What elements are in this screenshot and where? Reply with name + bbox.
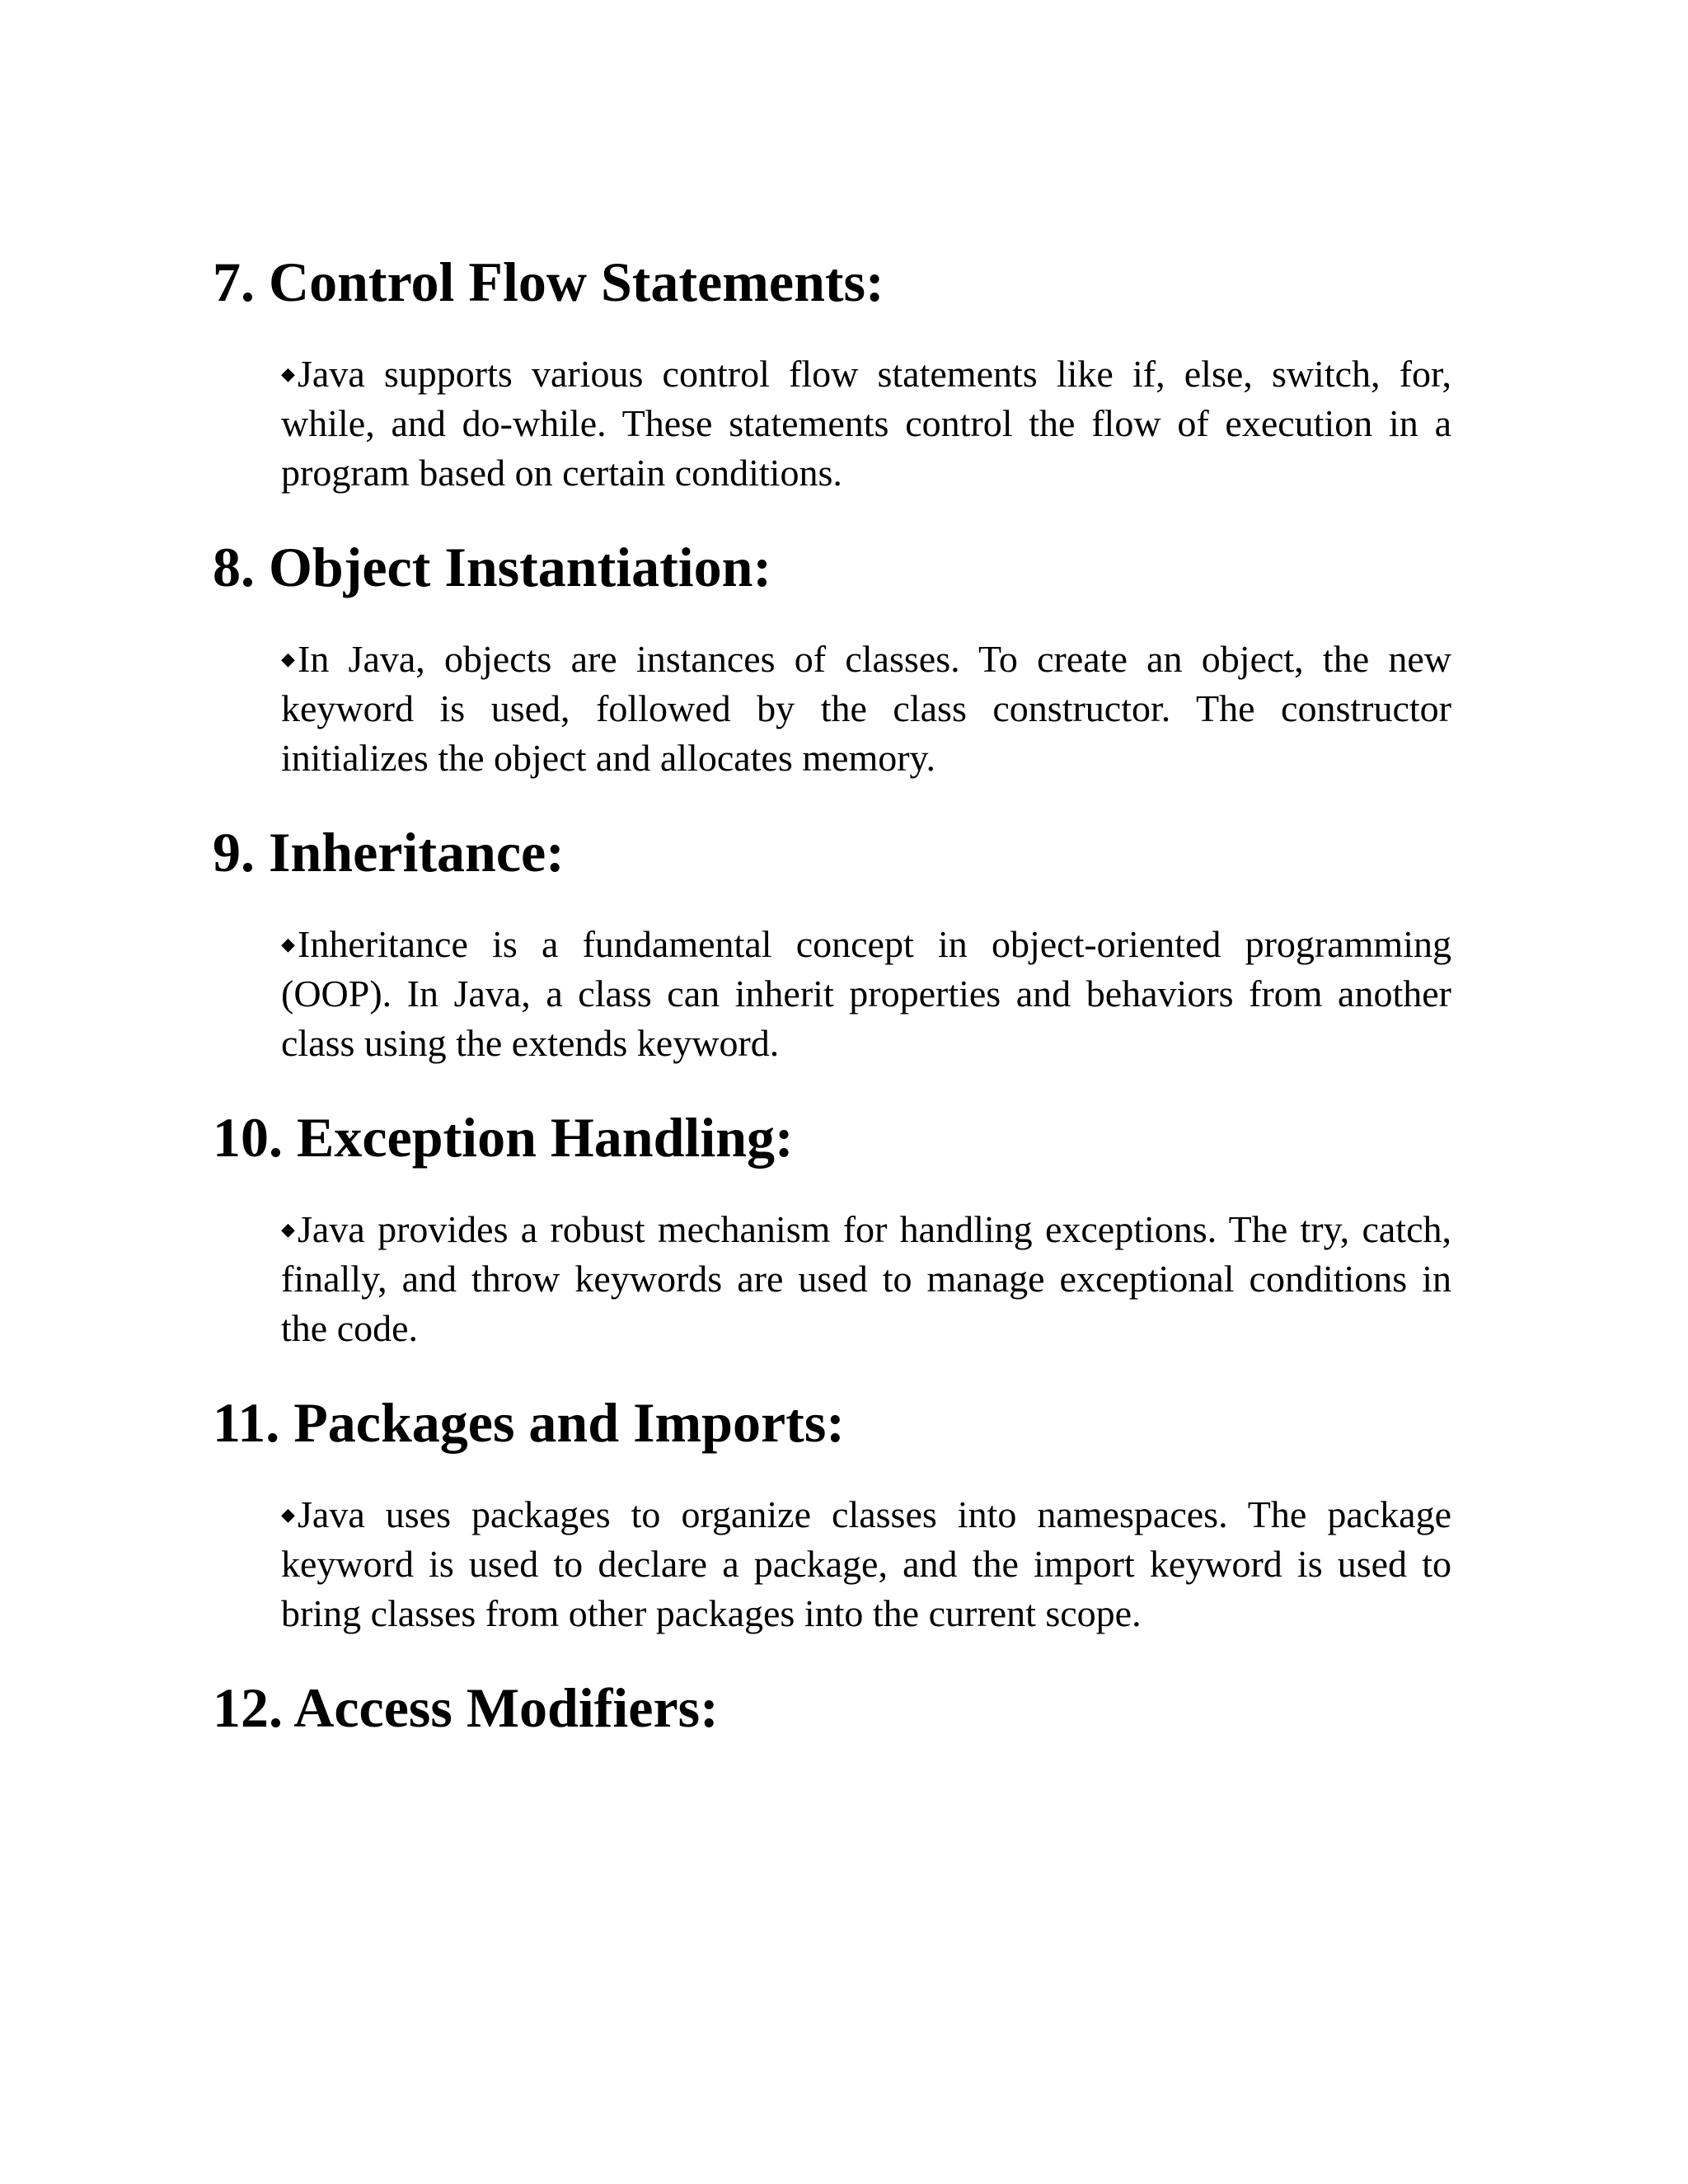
paragraph-text: Java uses packages to organize classes into namespaces. The package keyword is used to declare a package, and the import keyword is used to bring classes from other packages into the current scope. xyxy=(281,1493,1451,1634)
section-heading-object-instantiation: 8. Object Instantiation: xyxy=(213,536,772,598)
section-body-exception-handling xyxy=(281,1205,1451,1353)
section-body-object-instantiation xyxy=(281,635,1451,783)
section-body-packages-imports xyxy=(281,1490,1451,1638)
paragraph-text: Java provides a robust mechanism for handling exceptions. The try, catch, finally, and throw keywords are used to manage exceptional conditions in the code. xyxy=(281,1208,1451,1349)
section-heading-exception-handling: 10. Exception Handling: xyxy=(213,1106,794,1169)
section-body-control-flow xyxy=(281,349,1451,498)
paragraph-text: Java supports various control flow statements like if, else, switch, for, while, and do-while. These statements control the flow of execution in a program based on certain conditions. xyxy=(281,353,1451,494)
paragraph-text: In Java, objects are instances of classes. To create an object, the new keyword is used, followed by the class constructor. The constructor initializes the object and allocates memory. xyxy=(281,638,1451,779)
document-content xyxy=(213,247,1449,1742)
diamond-bullet-icon: ◆ xyxy=(281,934,295,954)
paragraph-text: Inheritance is a fundamental concept in object-oriented programming (OOP). In Java, a class can inherit properties and behaviors from another class using the extends keyword. xyxy=(281,923,1451,1064)
section-heading-control-flow: 7. Control Flow Statements: xyxy=(213,251,884,313)
section-heading-inheritance: 9. Inheritance: xyxy=(213,821,565,883)
section-body-inheritance xyxy=(281,920,1451,1068)
diamond-bullet-icon: ◆ xyxy=(281,649,295,669)
section-heading-access-modifiers: 12. Access Modifiers: xyxy=(213,1676,719,1739)
diamond-bullet-icon: ◆ xyxy=(281,1219,295,1240)
section-heading-packages-imports: 11. Packages and Imports: xyxy=(213,1391,845,1454)
diamond-bullet-icon: ◆ xyxy=(281,1504,295,1525)
diamond-bullet-icon: ◆ xyxy=(281,363,295,384)
